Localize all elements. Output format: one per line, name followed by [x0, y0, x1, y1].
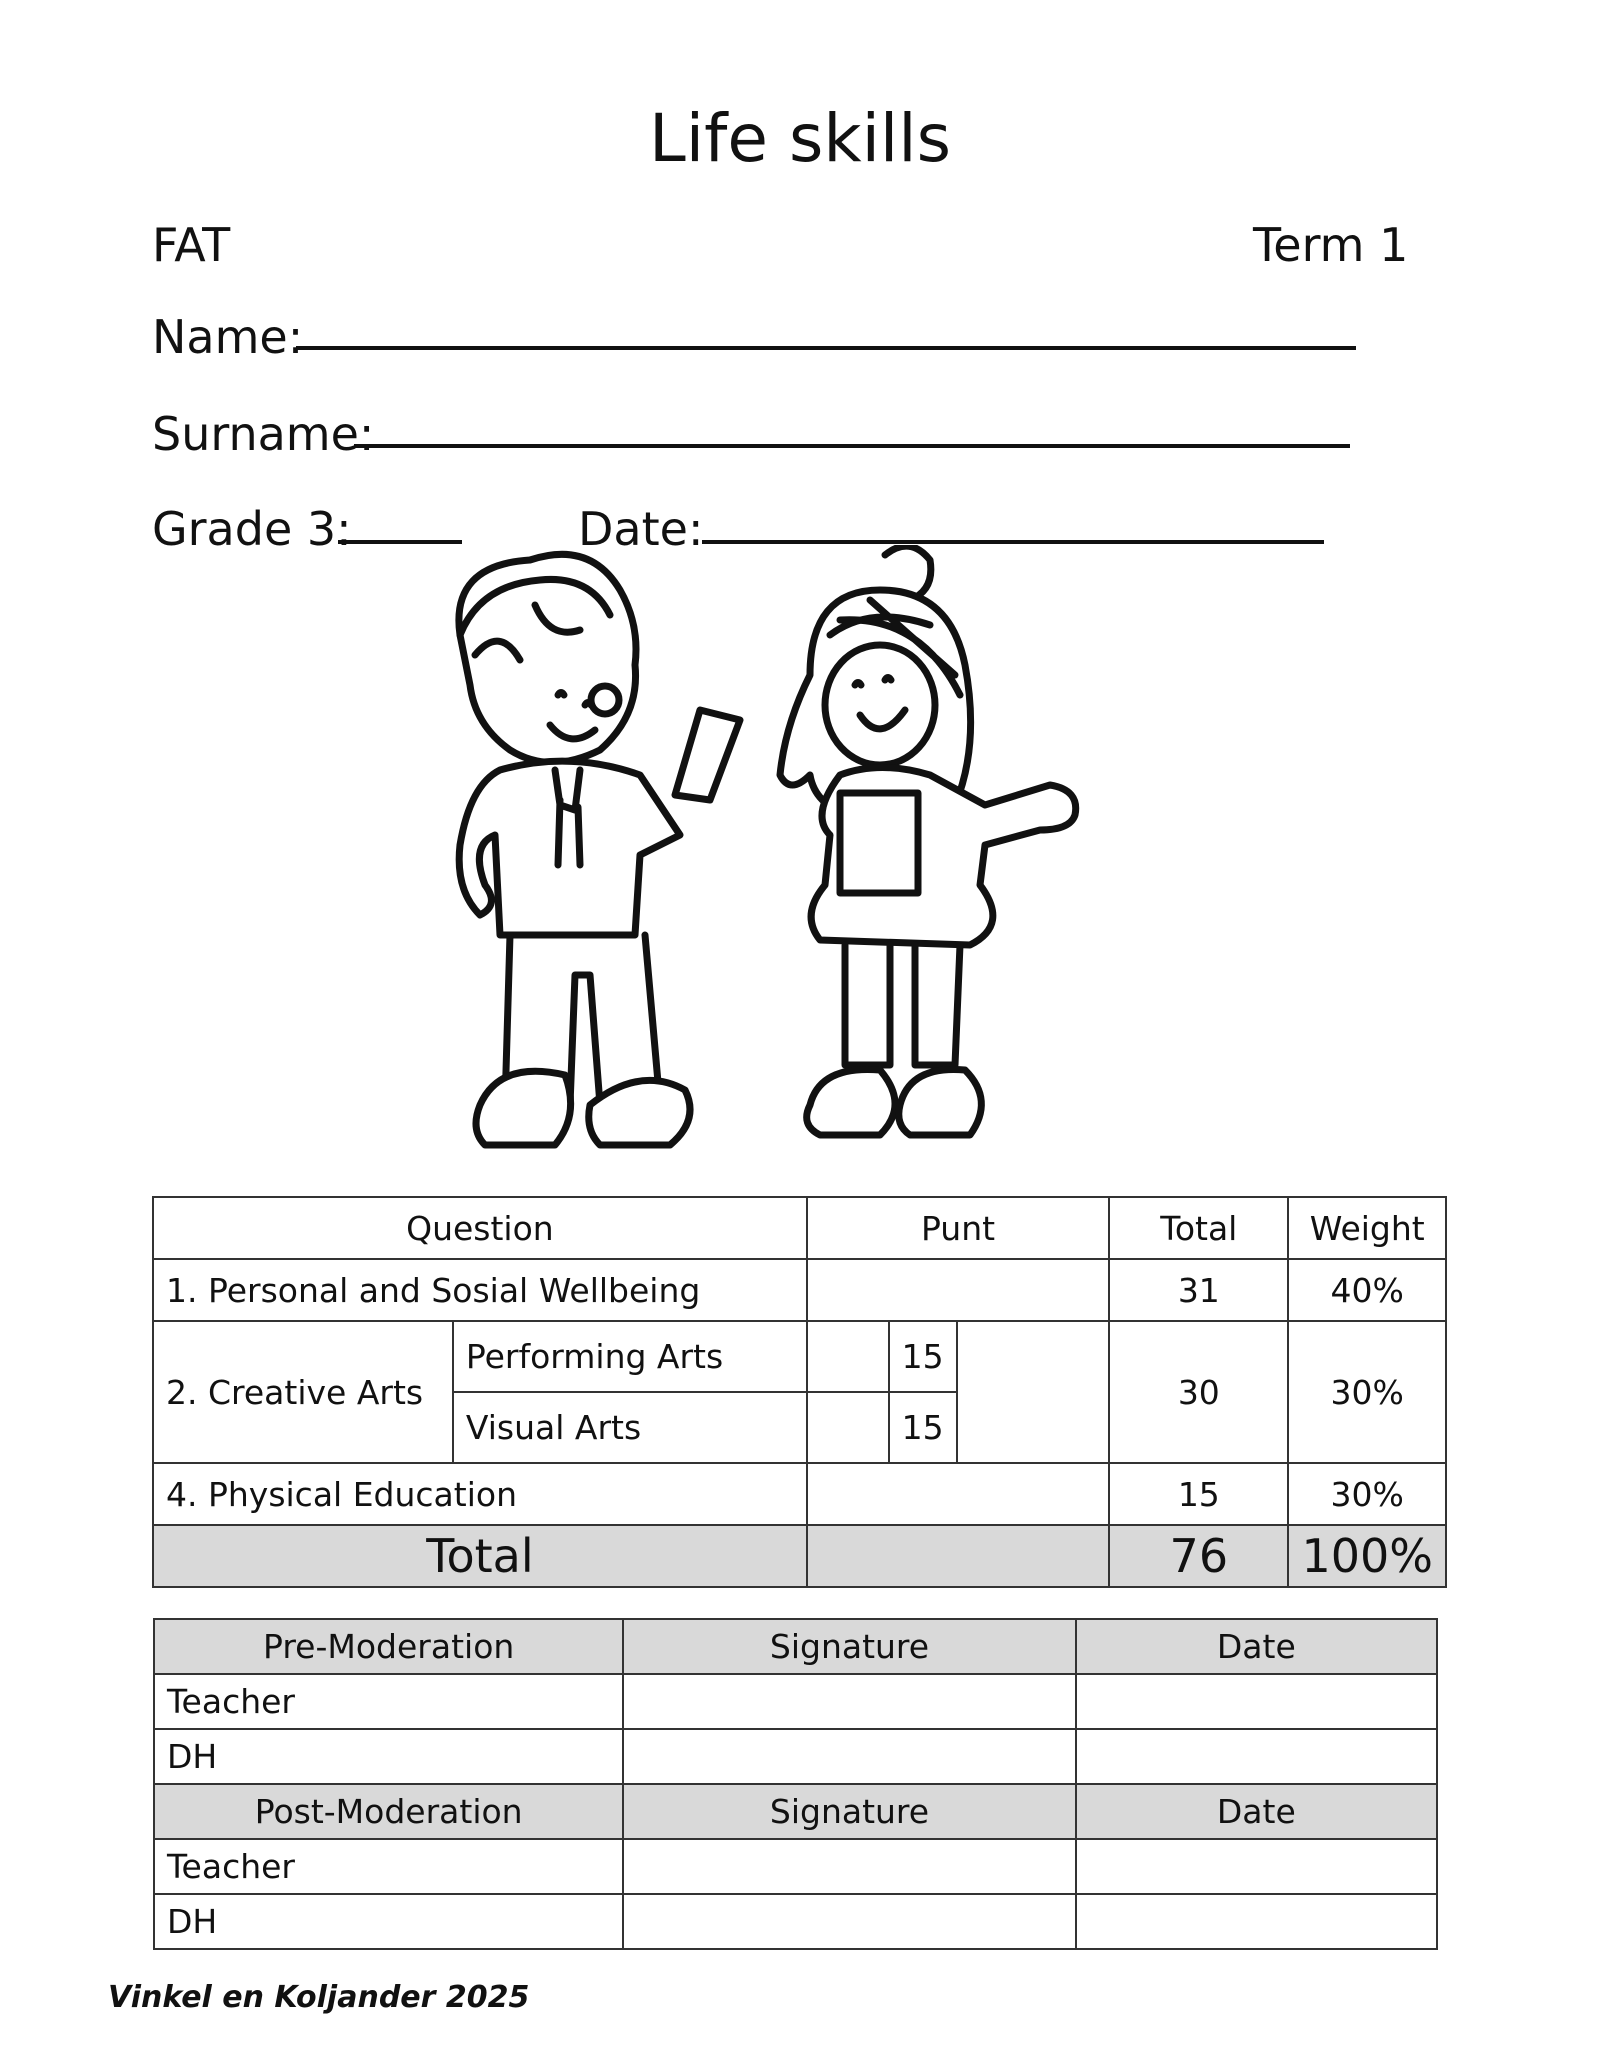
role-cell: DH — [154, 1729, 623, 1784]
post-moderation-label: Post-Moderation — [154, 1784, 623, 1839]
punt-header: Punt — [807, 1197, 1109, 1259]
moderation-table — [153, 1618, 1438, 1950]
question-cell: 4. Physical Education — [153, 1463, 807, 1525]
role-cell: Teacher — [154, 1839, 623, 1894]
date-cell[interactable] — [1076, 1674, 1437, 1729]
total-label: Total — [153, 1525, 807, 1587]
date-header: Date — [1076, 1619, 1437, 1674]
date-cell[interactable] — [1076, 1839, 1437, 1894]
punt-cell[interactable] — [807, 1259, 1109, 1321]
table-row — [154, 1894, 1437, 1949]
question-cell: 1. Personal and Sosial Wellbeing — [153, 1259, 807, 1321]
term-label: Term 1 — [1253, 218, 1409, 272]
assessment-type: FAT — [152, 218, 231, 272]
signature-cell[interactable] — [623, 1894, 1075, 1949]
signature-header: Signature — [623, 1619, 1075, 1674]
punt-cell[interactable] — [807, 1321, 889, 1392]
role-cell: Teacher — [154, 1674, 623, 1729]
signature-cell[interactable] — [623, 1839, 1075, 1894]
weight-header: Weight — [1288, 1197, 1446, 1259]
name-line[interactable] — [296, 346, 1356, 350]
max-mark-cell: 15 — [889, 1392, 957, 1463]
total-row — [153, 1525, 1446, 1587]
subject-cell: Visual Arts — [453, 1392, 807, 1463]
date-header: Date — [1076, 1784, 1437, 1839]
footer-credit: Vinkel en Koljander 2025 — [108, 1980, 530, 2015]
date-label: Date: — [578, 502, 704, 556]
grade-label: Grade 3: — [152, 502, 352, 556]
boy-figure — [459, 554, 740, 1145]
pre-moderation-label: Pre-Moderation — [154, 1619, 623, 1674]
grand-weight-cell: 100% — [1288, 1525, 1446, 1587]
weight-cell: 30% — [1288, 1463, 1446, 1525]
date-cell[interactable] — [1076, 1894, 1437, 1949]
max-mark-cell: 15 — [889, 1321, 957, 1392]
grand-total-cell: 76 — [1109, 1525, 1288, 1587]
marks-header-row — [153, 1197, 1446, 1259]
table-row — [153, 1259, 1446, 1321]
table-row — [154, 1674, 1437, 1729]
question-header: Question — [153, 1197, 807, 1259]
punt-cell[interactable] — [807, 1392, 889, 1463]
punt-cell[interactable] — [807, 1463, 1109, 1525]
date-cell[interactable] — [1076, 1729, 1437, 1784]
punt-cell[interactable] — [957, 1321, 1110, 1463]
total-cell: 31 — [1109, 1259, 1288, 1321]
page-title: Life skills — [649, 100, 951, 177]
weight-cell: 30% — [1288, 1321, 1446, 1463]
total-header: Total — [1109, 1197, 1288, 1259]
signature-cell[interactable] — [623, 1674, 1075, 1729]
date-line[interactable] — [702, 540, 1324, 544]
surname-label: Surname: — [152, 407, 375, 461]
subject-cell: Performing Arts — [453, 1321, 807, 1392]
total-cell: 15 — [1109, 1463, 1288, 1525]
surname-line[interactable] — [354, 444, 1350, 448]
role-cell: DH — [154, 1894, 623, 1949]
punt-total-cell[interactable] — [807, 1525, 1109, 1587]
table-row — [154, 1729, 1437, 1784]
table-row — [154, 1839, 1437, 1894]
total-cell: 30 — [1109, 1321, 1288, 1463]
weight-cell: 40% — [1288, 1259, 1446, 1321]
girl-figure — [780, 546, 1076, 1135]
pre-moderation-header — [154, 1619, 1437, 1674]
marks-table — [152, 1196, 1447, 1588]
signature-header: Signature — [623, 1784, 1075, 1839]
post-moderation-header — [154, 1784, 1437, 1839]
table-row — [153, 1321, 1446, 1392]
table-row — [153, 1463, 1446, 1525]
signature-cell[interactable] — [623, 1729, 1075, 1784]
children-illustration — [440, 545, 1170, 1200]
grade-line[interactable] — [338, 540, 462, 544]
question-cell: 2. Creative Arts — [153, 1321, 453, 1463]
name-label: Name: — [152, 310, 304, 364]
